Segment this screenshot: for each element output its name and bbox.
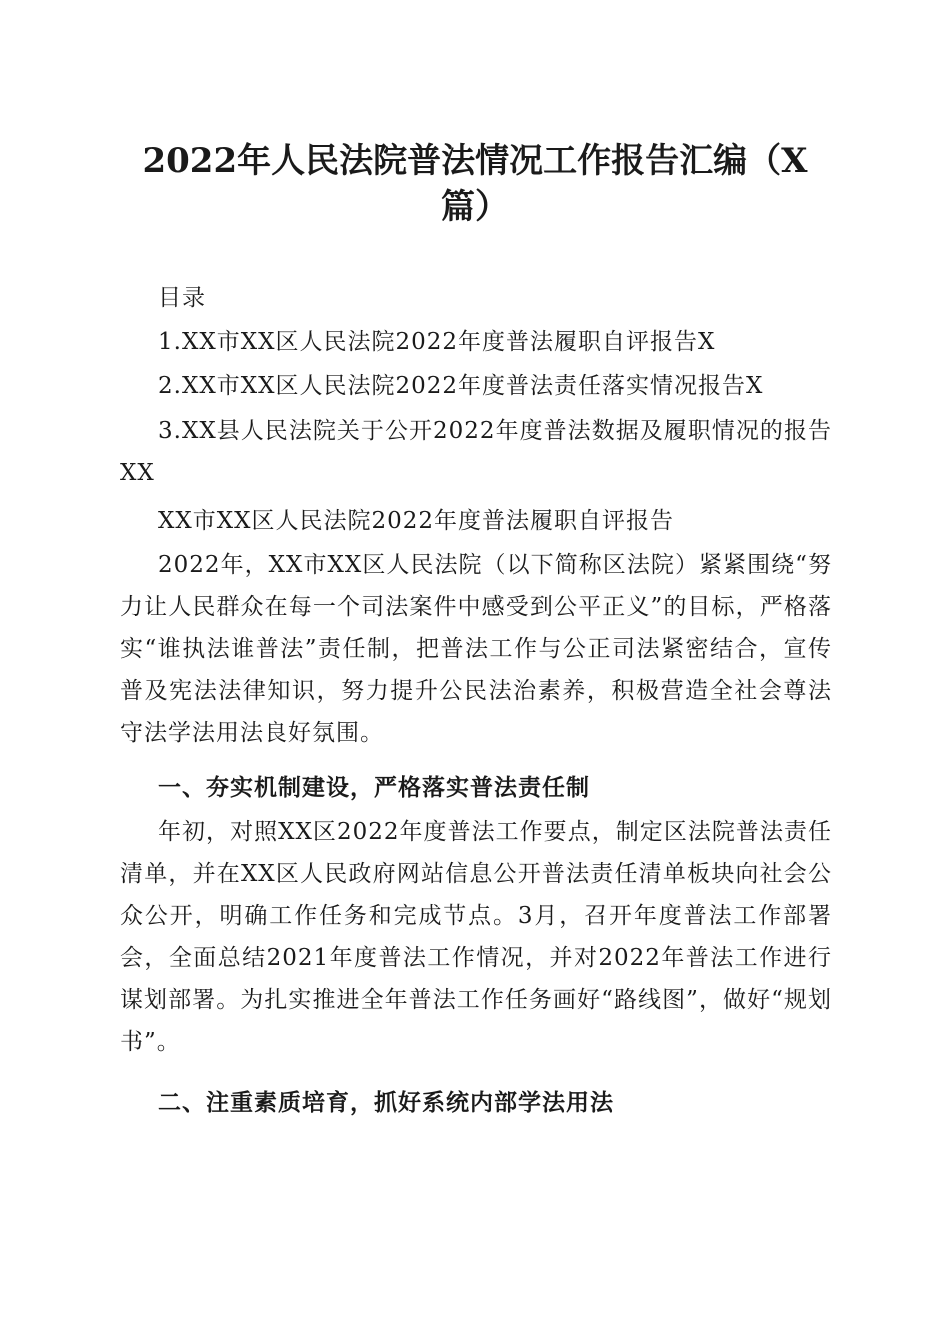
article-title: XX市XX区人民法院2022年度普法履职自评报告 xyxy=(158,508,675,534)
section-1-heading: 一、夯实机制建设，严格落实普法责任制 xyxy=(158,775,590,801)
toc-item-1: 1.XX市XX区人民法院2022年度普法履职自评报告X xyxy=(158,329,716,355)
section-1-paragraph: 年初，对照XX区2022年度普法工作要点，制定区法院普法责任清单，并在XX区人民政府网站信息公开普法责任清单板块向社会公众公开，明确工作任务和完成节点。3月，召开年度普法工作部署会，全面总结2021年度普法工作情况，并对2022年普法工作进行谋划部署。为扎实推进全年普法工作任务画好“路线图”，做好“规划书”。 xyxy=(120,819,832,1055)
document-title-line-1: 2022年人民法院普法情况工作报告汇编（X xyxy=(142,141,808,181)
toc-label: 目录 xyxy=(158,285,206,311)
document-title xyxy=(120,138,830,230)
document-title-line-2: 篇） xyxy=(441,187,509,227)
toc-item-3: 3.XX县人民法院关于公开2022年度普法数据及履职情况的报告XX xyxy=(120,418,832,486)
toc-item-2: 2.XX市XX区人民法院2022年度普法责任落实情况报告X xyxy=(158,373,764,399)
section-2-heading: 二、注重素质培育，抓好系统内部学法用法 xyxy=(158,1090,614,1116)
intro-paragraph: 2022年，XX市XX区人民法院（以下简称区法院）紧紧围绕“努力让人民群众在每一个司法案件中感受到公平正义”的目标，严格落实“谁执法谁普法”责任制，把普法工作与公正司法紧密结合，宣传普及宪法法律知识，努力提升公民法治素养，积极营造全社会尊法守法学法用法良好氛围。 xyxy=(120,552,832,746)
